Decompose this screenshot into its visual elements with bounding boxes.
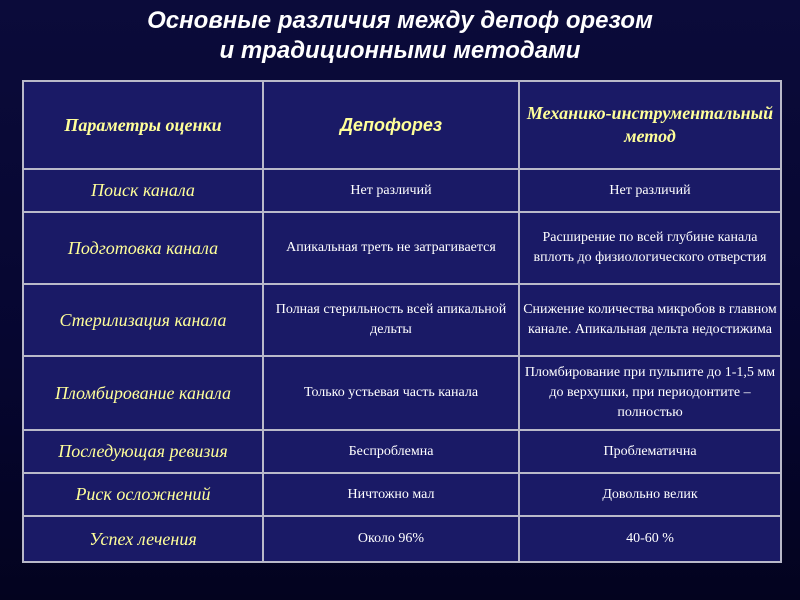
row-mechanical-value: Расширение по всей глубине канала вплоть до физиологического отверстия <box>519 212 781 284</box>
table-row <box>23 473 781 516</box>
table-row <box>23 516 781 562</box>
row-parameter: Стерилизация канала <box>23 284 263 356</box>
row-depophoresis-value: Только устьевая часть канала <box>263 356 519 430</box>
row-mechanical-value: Проблематична <box>519 430 781 473</box>
slide-title <box>0 6 800 66</box>
header-depophoresis: Депофорез <box>263 81 519 169</box>
table-row <box>23 212 781 284</box>
table-row <box>23 356 781 430</box>
row-depophoresis-value: Беспроблемна <box>263 430 519 473</box>
row-parameter: Пломбирование канала <box>23 356 263 430</box>
row-depophoresis-value: Апикальная треть не затрагивается <box>263 212 519 284</box>
title-line-2: и традиционными методами <box>219 37 581 64</box>
row-parameter: Успех лечения <box>23 516 263 562</box>
row-mechanical-value: Нет различий <box>519 169 781 212</box>
row-parameter: Поиск канала <box>23 169 263 212</box>
row-depophoresis-value: Ничтожно мал <box>263 473 519 516</box>
row-depophoresis-value: Нет различий <box>263 169 519 212</box>
row-mechanical-value: Снижение количества микробов в главном канале. Апикальная дельта недостижима <box>519 284 781 356</box>
row-mechanical-value: Пломбирование при пульпите до 1-1,5 мм до верхушки, при периодонтите – полностью <box>519 356 781 430</box>
row-depophoresis-value: Полная стерильность всей апикальной дельты <box>263 284 519 356</box>
row-parameter: Риск осложнений <box>23 473 263 516</box>
table-row <box>23 284 781 356</box>
table-row <box>23 430 781 473</box>
comparison-table <box>22 80 782 563</box>
row-parameter: Последующая ревизия <box>23 430 263 473</box>
header-mechanical-method: Механико-инструментальный метод <box>519 81 781 169</box>
table-header-row <box>23 81 781 169</box>
title-line-1: Основные различия между депоф орезом <box>147 7 653 34</box>
row-mechanical-value: Довольно велик <box>519 473 781 516</box>
row-mechanical-value: 40-60 % <box>519 516 781 562</box>
header-parameters: Параметры оценки <box>23 81 263 169</box>
row-depophoresis-value: Около 96% <box>263 516 519 562</box>
row-parameter: Подготовка канала <box>23 212 263 284</box>
table-row <box>23 169 781 212</box>
